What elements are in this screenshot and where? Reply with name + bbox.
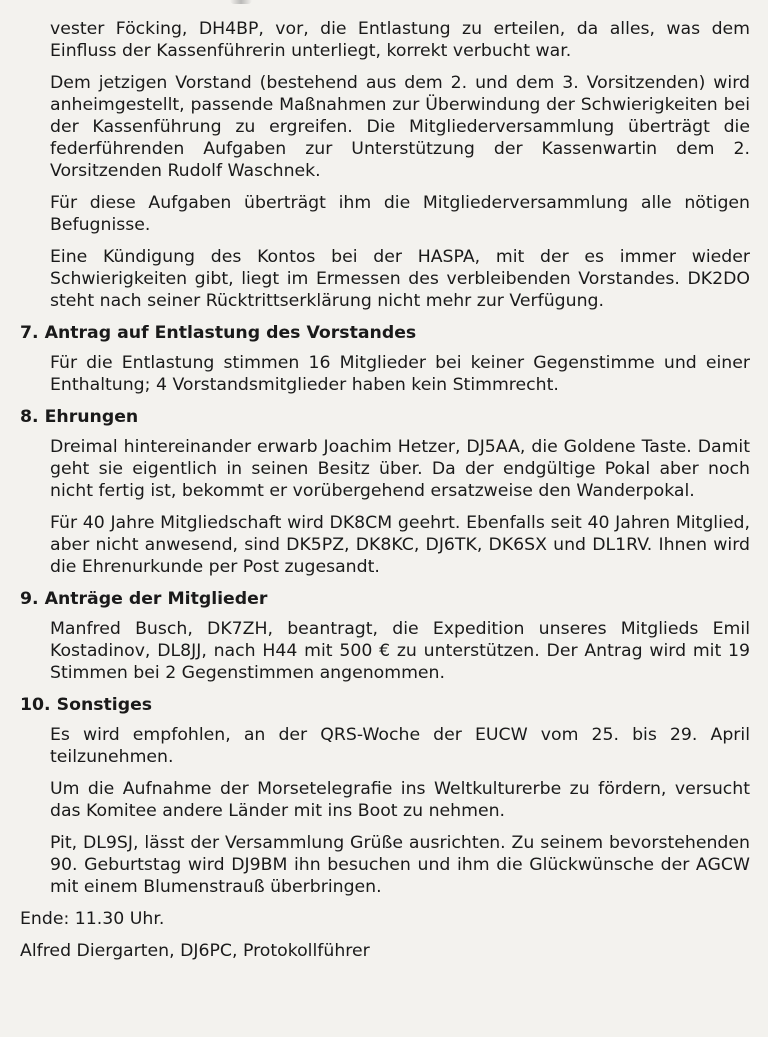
section-paragraph: Für die Entlastung stimmen 16 Mitglieder bei keiner Gegenstimme und einer Enthaltung; 4 Vorstandsmitglieder haben kein Stimmrecht. — [50, 353, 750, 395]
signature: Alfred Diergarten, DJ6PC, Protokollführer — [20, 941, 370, 961]
section-paragraph: Für 40 Jahre Mitgliedschaft wird DK8CM geehrt. Ebenfalls seit 40 Jahren Mitglied, aber nicht anwesend, sind DK5PZ, DK8KC, DJ6TK, DK6SX und DL1RV. Ihnen wird die Ehrenurkunde per Post zugesandt. — [50, 513, 750, 577]
section-10 — [20, 694, 750, 898]
section-number: 10. — [20, 695, 51, 715]
section-title: Antrag auf Entlastung des Vorstandes — [44, 323, 417, 343]
intro-paragraph: Eine Kündigung des Kontos bei der HASPA, mit der es immer wieder Schwierigkeiten gibt, liegt im Ermessen des verbleibenden Vorstandes. DK2DO steht nach seiner Rücktrittserklärung nicht mehr zur Verfügung. — [50, 247, 750, 311]
section-title: Sonstiges — [56, 695, 153, 715]
intro-paragraph: Für diese Aufgaben überträgt ihm die Mitgliederversammlung alle nötigen Befugnisse. — [50, 193, 750, 235]
section-heading — [20, 406, 750, 428]
scan-artifact — [230, 0, 252, 4]
section-paragraph: Es wird empfohlen, an der QRS-Woche der EUCW vom 25. bis 29. April teilzunehmen. — [50, 725, 750, 767]
intro-paragraph: Dem jetzigen Vorstand (bestehend aus dem 2. und dem 3. Vorsitzenden) wird anheimgestellt, passende Maßnahmen zur Überwindung der Schwierigkeiten bei der Kassenführung zu ergreifen. Die Mitgliederversammlung überträgt die federführenden Aufgaben zur Unterstützung der Kassenwartin dem 2. Vorsitzenden Rudolf Waschnek. — [50, 73, 750, 181]
section-9 — [20, 588, 750, 684]
section-heading — [20, 588, 750, 610]
section-paragraph: Manfred Busch, DK7ZH, beantragt, die Expedition unseres Mitglieds Emil Kostadinov, DL8JJ, nach H44 mit 500 € zu unterstützen. Der Antrag wird mit 19 Stimmen bei 2 Gegenstimmen angenommen. — [50, 619, 750, 683]
section-title: Anträge der Mitglieder — [44, 589, 268, 609]
section-number: 9. — [20, 589, 39, 609]
section-heading — [20, 322, 750, 344]
section-title: Ehrungen — [44, 407, 139, 427]
intro-paragraph: vester Föcking, DH4BP, vor, die Entlastung zu erteilen, da alles, was dem Einfluss der Kassenführerin unterliegt, korrekt verbucht war. — [50, 19, 750, 61]
section-8 — [20, 406, 750, 578]
minutes-body — [20, 18, 750, 972]
section-number: 7. — [20, 323, 39, 343]
section-paragraph: Um die Aufnahme der Morsetelegrafie ins Weltkulturerbe zu fördern, versucht das Komitee andere Länder mit ins Boot zu nehmen. — [50, 779, 750, 821]
section-heading — [20, 694, 750, 716]
section-7 — [20, 322, 750, 396]
section-number: 8. — [20, 407, 39, 427]
end-time: Ende: 11.30 Uhr. — [20, 909, 165, 929]
section-paragraph: Pit, DL9SJ, lässt der Versammlung Grüße ausrichten. Zu seinem bevorstehenden 90. Geburtstag wird DJ9BM ihn besuchen und ihm die Glückwünsche der AGCW mit einem Blumenstrauß überbringen. — [50, 833, 750, 897]
section-paragraph: Dreimal hintereinander erwarb Joachim Hetzer, DJ5AA, die Goldene Taste. Damit geht sie eigentlich in seinen Besitz über. Da der endgültige Pokal aber noch nicht fertig ist, bekommt er vorübergehend ersatzweise den Wanderpokal. — [50, 437, 750, 501]
